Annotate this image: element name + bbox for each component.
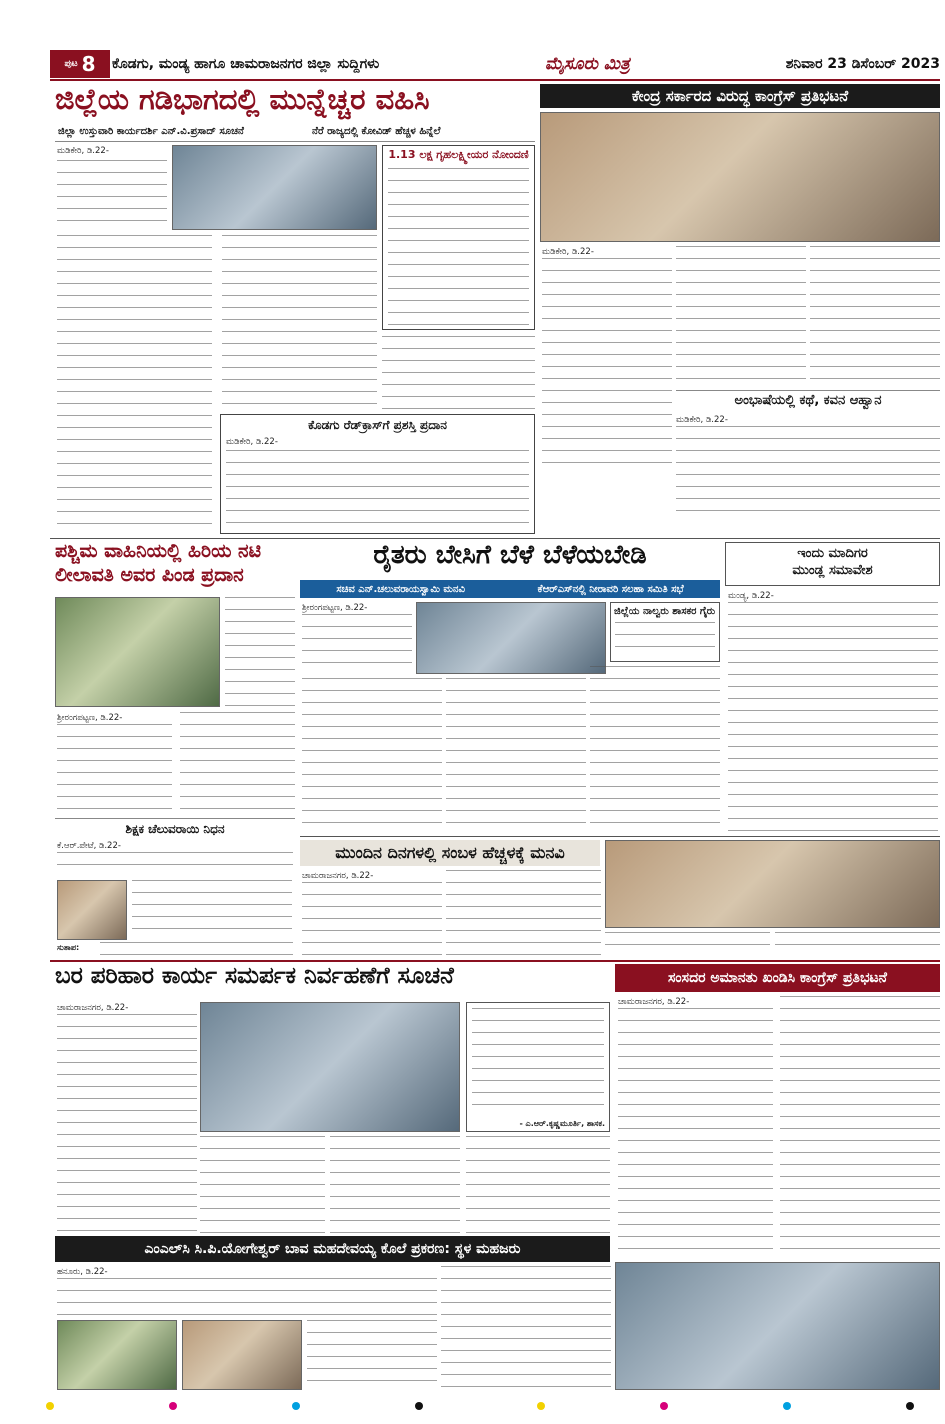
yellow-dot: [46, 1402, 54, 1410]
text-column: [676, 426, 940, 516]
congress-protest-headline: ಕೇಂದ್ರ ಸರ್ಕಾರದ ವಿರುದ್ಧ ಕಾಂಗ್ರೆಸ್ ಪ್ರತಿಭಟನೆ: [540, 84, 940, 108]
quote-byline: - ಎ.ಆರ್.ಕೃಷ್ಣಮೂರ್ತಿ, ಶಾಸಕ.: [519, 1119, 605, 1128]
mlc-case-dateline: ಹನೂರು, ಡಿ.22-: [57, 1267, 108, 1277]
caption-text: [775, 932, 940, 956]
gruhalakshmi-box: [382, 145, 535, 330]
red-cross-box: [220, 414, 535, 534]
border-alert-sub1: ಜಿಲ್ಲಾ ಉಸ್ತುವಾರಿ ಕಾರ್ಯದರ್ಶಿ ಎನ್.ವಿ.ಪ್ರಸಾದ್ ಸೂಚನೆ: [58, 126, 244, 137]
mp-suspension-dateline: ಚಾಮರಾಜನಗರ, ಡಿ.22-: [618, 997, 690, 1007]
quote-box: [466, 1002, 610, 1132]
page-number-badge: [50, 50, 110, 78]
meeting-today-headline: [725, 542, 940, 586]
divider: [50, 960, 940, 962]
border-alert-dateline: ಮಡಿಕೇರಿ, ಡಿ.22-: [57, 146, 109, 156]
text-column: [466, 1136, 610, 1234]
gruhalakshmi-box-title: 1.13 ಲಕ್ಷ ಗೃಹಲಕ್ಷ್ಮೀಯರ ನೋಂದಣಿ: [388, 148, 529, 161]
salary-headline: ಮುಂದಿನ ದಿನಗಳಲ್ಲಿ ಸಂಬಳ ಹೆಚ್ಚಳಕ್ಕೆ ಮನವಿ: [300, 840, 600, 866]
text-column: [441, 1266, 611, 1390]
divider: [50, 538, 940, 539]
absent-mla-box-title: ಜಿಲ್ಲೆಯ ನಾಲ್ವರು ಶಾಸಕರ ಗೈರು: [614, 606, 716, 617]
text-column: [810, 246, 940, 386]
text-column: [57, 160, 167, 230]
congress-protest-dateline: ಮಡಿಕೇರಿ, ಡಿ.22-: [542, 247, 594, 257]
caption-text: [100, 942, 293, 956]
meeting-photo: [200, 1002, 460, 1132]
mp-suspension-headline: ಸಂಸದರ ಅಮಾನತು ಖಂಡಿಸಿ ಕಾಂಗ್ರೆಸ್ ಪ್ರತಿಭಟನೆ: [615, 964, 940, 992]
issue-date: ಶನಿವಾರ 23 ಡಿಸೆಂಬರ್ 2023: [785, 56, 940, 72]
farmers-dateline: ಶ್ರೀರಂಗಪಟ್ಟಣ, ಡಿ.22-: [302, 603, 368, 613]
red-cross-headline: ಕೊಡಗು ರೆಡ್‌ಕ್ರಾಸ್‌ಗೆ ಪ್ರಶಸ್ತಿ ಪ್ರದಾನ: [308, 418, 447, 432]
text-column: [222, 235, 377, 410]
box-text: [615, 622, 715, 652]
text-column: [200, 1136, 325, 1234]
box-text: [226, 450, 529, 530]
text-column: [302, 614, 412, 672]
text-column: [132, 880, 292, 940]
obituary-dateline: ಕೆ.ಆರ್.ಪೇಟೆ, ಡಿ.22-: [57, 841, 121, 851]
magenta-dot: [169, 1402, 177, 1410]
group-photo: [605, 840, 940, 928]
farmers-sub2: ಕೆಆರ್‌ಎಸ್‌ನಲ್ಲಿ ನೀರಾವರಿ ಸಲಹಾ ಸಮಿತಿ ಸಭೆ: [537, 583, 684, 595]
protest-photo: [615, 1262, 940, 1390]
story-invite-headline: ಅಂಭಾಷೆಯಲ್ಲಿ ಕಥೆ, ಕವನ ಆಹ್ವಾನ: [734, 393, 882, 408]
leelavathi-headline-line1: ಪಶ್ಚಿಮ ವಾಹಿನಿಯಲ್ಲಿ ಹಿರಿಯ ನಟಿ: [55, 540, 262, 562]
header-rule: [50, 79, 940, 81]
protest-photo: [540, 112, 940, 242]
meeting-today-headline-line2: ಮುಂಡ್ಲ ಸಮಾವೇಶ: [792, 562, 873, 578]
magenta-dot: [660, 1402, 668, 1410]
box-text: [472, 1008, 604, 1113]
obituary-portrait: [57, 880, 127, 940]
text-column: [57, 852, 293, 876]
ritual-photo: [55, 597, 220, 707]
text-column: [542, 258, 672, 473]
text-column: [676, 246, 806, 386]
text-column: [618, 1008, 773, 1258]
absent-mla-box: [610, 602, 720, 662]
text-column: [302, 678, 442, 833]
divider: [300, 836, 940, 837]
text-column: [446, 678, 586, 833]
leelavathi-dateline: ಶ್ರೀರಂಗಪಟ್ಟಣ, ಡಿ.22-: [57, 713, 123, 723]
text-column: [302, 882, 442, 956]
site-photo: [57, 1320, 177, 1390]
masthead: ಮೈಸೂರು ಮಿತ್ರ: [545, 54, 630, 74]
meeting-photo: [172, 145, 377, 230]
farmers-headline: ರೈತರು ಬೇಸಿಗೆ ಬೆಳೆ ಬೆಳೆಯಬೇಡಿ: [373, 540, 647, 570]
text-column: [382, 336, 535, 411]
yellow-dot: [537, 1402, 545, 1410]
obituary-caption-label: ಸುತಾಪ:: [57, 943, 80, 952]
text-column: [57, 724, 172, 814]
text-column: [590, 666, 720, 833]
text-column: [57, 1278, 437, 1316]
text-column: [307, 1320, 437, 1390]
farmers-sub1: ಸಚಿವ ಎನ್.ಚಲುವರಾಯಸ್ವಾಮಿ ಮನವಿ: [336, 583, 465, 595]
section-title: ಕೊಡಗು, ಮಂಡ್ಯ ಹಾಗೂ ಚಾಮರಾಜನಗರ ಜಿಲ್ಲಾ ಸುದ್ದಿಗಳು: [112, 56, 380, 72]
text-column: [57, 1014, 197, 1234]
divider: [676, 390, 940, 391]
leelavathi-headline: [55, 542, 295, 592]
divider: [55, 818, 295, 819]
text-column: [180, 712, 295, 814]
meeting-photo: [416, 602, 606, 674]
text-column: [446, 870, 601, 956]
box-text: [388, 168, 529, 328]
cyan-dot: [783, 1402, 791, 1410]
salary-dateline: ಚಾಮರಾಜನಗರ, ಡಿ.22-: [302, 871, 374, 881]
meeting-today-dateline: ಮಂಡ್ಯ, ಡಿ.22-: [728, 591, 774, 601]
divider: [55, 141, 535, 142]
drought-dateline: ಚಾಮರಾಜನಗರ, ಡಿ.22-: [57, 1003, 129, 1013]
mlc-case-headline: ಎಂಎಲ್‌ಸಿ ಸಿ.ಪಿ.ಯೋಗೇಶ್ವರ್ ಬಾವ ಮಹದೇವಯ್ಯ ಕೊಲೆ ಪ್ರಕರಣ: ಸ್ಥಳ ಮಹಜರು: [55, 1236, 610, 1262]
red-cross-dateline: ಮಡಿಕೇರಿ, ಡಿ.22-: [226, 437, 278, 447]
text-column: [225, 597, 295, 707]
story-invite-dateline: ಮಡಿಕೇರಿ, ಡಿ.22-: [676, 415, 728, 425]
page-label: ಪುಟ: [64, 59, 78, 69]
meeting-today-headline-line1: ಇಂದು ಮಾದಿಗರ: [797, 546, 868, 561]
cyan-dot: [292, 1402, 300, 1410]
site-photo: [182, 1320, 302, 1390]
leelavathi-headline-line2: ಲೀಲಾವತಿ ಅವರ ಪಿಂಡ ಪ್ರದಾನ: [55, 563, 244, 586]
border-alert-headline: ಜಿಲ್ಲೆಯ ಗಡಿಭಾಗದಲ್ಲಿ ಮುನ್ನೆಚ್ಚರ ವಹಿಸಿ: [55, 82, 430, 116]
text-column: [330, 1136, 460, 1234]
border-alert-sub2: ನೆರೆ ರಾಜ್ಯದಲ್ಲಿ ಕೋವಿಡ್ ಹೆಚ್ಚಳ ಹಿನ್ನೆಲೆ: [312, 126, 441, 137]
obituary-headline: ಶಿಕ್ಷಕ ಚೆಲುವರಾಯಿ ನಿಧನ: [125, 822, 225, 836]
text-column: [57, 235, 212, 535]
caption-text: [605, 932, 770, 956]
black-dot: [415, 1402, 423, 1410]
text-column: [728, 602, 938, 832]
registration-marks: [40, 1402, 920, 1416]
drought-headline: ಬರ ಪರಿಹಾರ ಕಾರ್ಯ ಸಮರ್ಪಕ ನಿರ್ವಹಣೆಗೆ ಸೂಚನೆ: [55, 963, 454, 989]
text-column: [780, 996, 940, 1258]
farmers-subbar: [300, 580, 720, 598]
black-dot: [906, 1402, 914, 1410]
page-number: 8: [81, 52, 96, 76]
